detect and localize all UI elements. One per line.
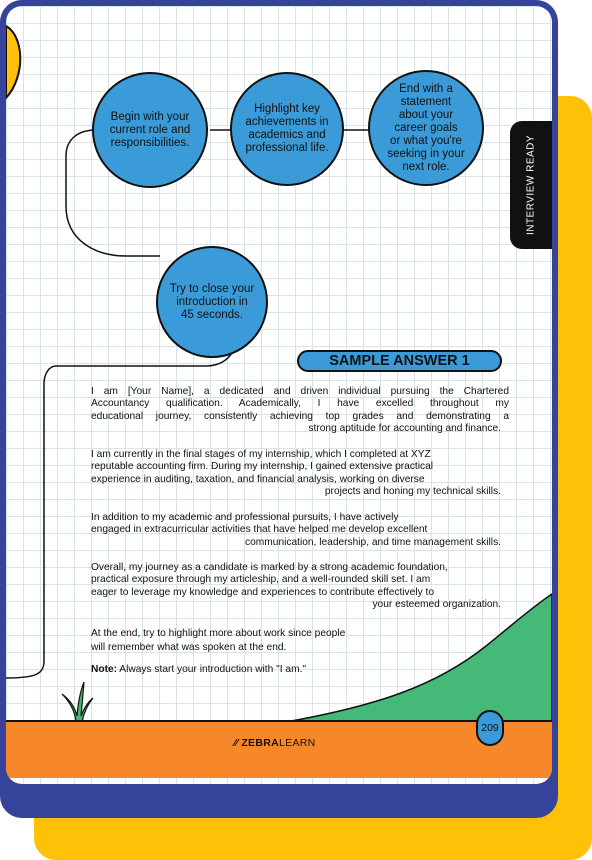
para-line: engaged in extracurricular activities that have helped me develop excellent <box>91 524 428 536</box>
tip-line: Try to close your <box>169 282 255 295</box>
tip-line: Highlight key <box>254 103 320 115</box>
closing-line: At the end, try to highlight more about work since people <box>91 628 346 639</box>
tip-line: about your <box>398 108 454 121</box>
tip-bubble-3 <box>368 70 484 186</box>
grass-icon <box>60 682 94 724</box>
note-text: Always start your introduction with "I am." <box>117 664 307 675</box>
para-line: I am [Your Name], a dedicated and driven individual pursuing the Chartered <box>91 386 509 397</box>
answer-paragraph-3 <box>91 512 509 549</box>
answer-paragraph-2 <box>91 449 509 498</box>
para-line: In addition to my academic and professional pursuits, I have actively <box>91 512 399 523</box>
tip-line: next role. <box>402 160 450 173</box>
tip-line: achievements in <box>245 116 329 128</box>
para-line: reputable accounting firm. During my internship, I gained extensive practical <box>91 461 434 473</box>
para-line: Overall, my journey as a candidate is marked by a strong academic foundation, <box>91 562 448 573</box>
tip-line: current role and <box>109 123 191 136</box>
para-line: communication, leadership, and time management skills. <box>245 536 501 548</box>
tip-text-3 <box>387 83 464 174</box>
tip-line: 45 seconds. <box>180 308 243 321</box>
tip-line: career goals <box>394 121 458 134</box>
side-tag <box>510 121 552 249</box>
answer-paragraph-1 <box>91 386 509 435</box>
page <box>6 6 552 784</box>
tip-bubble-2 <box>230 72 344 186</box>
side-tag-label: INTERVIEW READY <box>525 134 537 236</box>
tip-line: statement <box>400 95 452 108</box>
closing-line: will remember what was spoken at the end. <box>91 641 287 653</box>
section-title: SAMPLE ANSWER 1 <box>297 350 502 372</box>
para-line: I am currently in the final stages of my internship, which I completed at XYZ <box>91 449 431 460</box>
ground-strip <box>6 720 552 778</box>
brand-bold: ZEBRA <box>241 737 279 749</box>
tip-line: academics and <box>248 129 326 141</box>
para-line: Accountancy qualification. Academically, I have excelled throughout my <box>91 398 509 410</box>
tip-line: seeking in your <box>387 147 465 160</box>
para-line: your esteemed organization. <box>372 598 501 610</box>
para-line: projects and honing my technical skills. <box>324 485 501 497</box>
note <box>91 663 306 677</box>
para-line: experience in auditing, taxation, and financial analysis, working on diverse <box>91 473 425 485</box>
tip-bubble-1 <box>92 72 208 188</box>
para-line: strong aptitude for accounting and finance. <box>308 422 501 434</box>
note-label: Note: <box>91 664 118 675</box>
tip-text-1 <box>110 111 191 150</box>
brand-logo: ⁄⁄ ZEBRALEARN <box>234 737 316 749</box>
para-line: practical exposure through my articleship, and a well-rounded skill set. I am <box>91 574 431 586</box>
tip-bubble-4 <box>156 246 268 358</box>
page-number: 209 <box>476 710 504 746</box>
tip-line: introduction in <box>176 295 248 308</box>
tip-text-2 <box>245 103 328 155</box>
tip-text-4 <box>170 283 255 322</box>
tip-line: responsibilities. <box>110 136 190 149</box>
tip-line: End with a <box>399 82 453 95</box>
para-line: eager to leverage my knowledge and experiences to contribute effectively to <box>91 586 434 598</box>
brand-light: LEARN <box>279 737 316 749</box>
tip-line: or what you're <box>390 134 462 147</box>
tip-line: Begin with your <box>110 110 190 123</box>
para-line: educational journey, consistently achieving top grades and demonstrating a <box>91 410 509 422</box>
tip-line: professional life. <box>245 142 329 154</box>
green-hill <box>286 586 552 722</box>
